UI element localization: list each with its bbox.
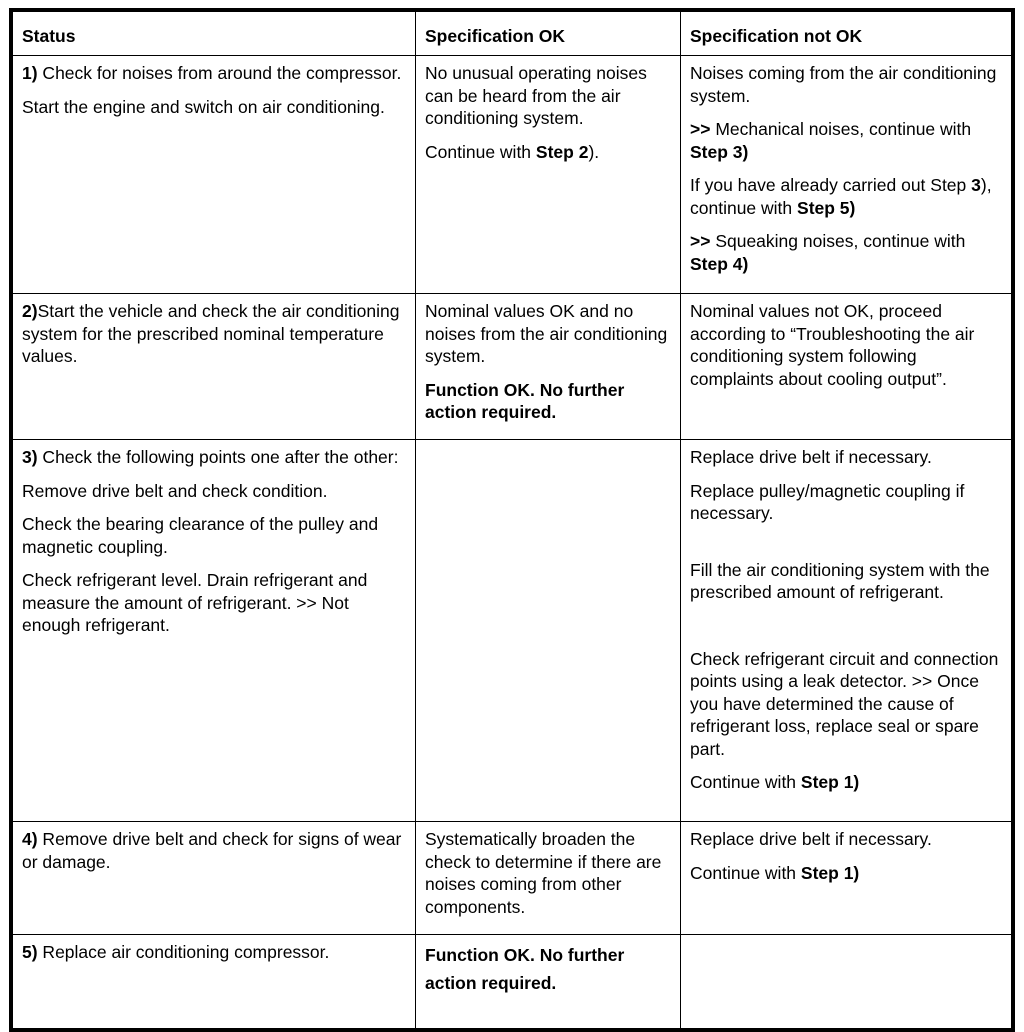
status-cell <box>13 822 416 935</box>
cell-paragraph: No unusual operating noises can be heard from the air conditioning system. <box>425 63 647 128</box>
cell-paragraph: 3) Check the following points one after the other: <box>22 447 399 467</box>
cell-paragraph: Replace drive belt if necessary. <box>690 829 932 849</box>
header-row <box>13 12 1012 56</box>
cell-paragraph: Check refrigerant circuit and connection points using a leak detector. >> Once you have determined the cause of refrigerant loss, replace seal or spare part. <box>690 648 999 759</box>
table-row <box>13 935 1012 1029</box>
cell-paragraph: >> Mechanical noises, continue with Step 3) <box>690 119 972 162</box>
cell-paragraph: Continue with Step 2). <box>425 141 600 162</box>
cell-paragraph: Replace drive belt if necessary. <box>690 447 932 467</box>
cell-paragraph: Replace pulley/magnetic coupling if necessary. <box>690 480 965 523</box>
table-row <box>13 822 1012 935</box>
spec-not-ok-cell <box>681 822 1012 935</box>
status-cell <box>13 56 416 294</box>
cell-paragraph: 5) Replace air conditioning compressor. <box>22 942 330 962</box>
cell-paragraph: Start the engine and switch on air conditioning. <box>22 96 385 117</box>
spec-ok-cell <box>416 822 681 935</box>
table-row <box>13 440 1012 822</box>
cell-paragraph: 1) Check for noises from around the compressor. <box>22 63 402 83</box>
header-spec-ok: Specification OK <box>416 12 681 56</box>
cell-paragraph: 4) Remove drive belt and check for signs of wear or damage. <box>22 829 402 872</box>
spec-not-ok-cell <box>681 440 1012 822</box>
cell-paragraph: Check refrigerant level. Drain refrigerant and measure the amount of refrigerant. >> Not enough refrigerant. <box>22 570 368 635</box>
cell-paragraph: Systematically broaden the check to determine if there are noises coming from other components. <box>425 829 662 917</box>
cell-paragraph: Noises coming from the air conditioning system. <box>690 63 997 106</box>
cell-paragraph: Check the bearing clearance of the pulley and magnetic coupling. <box>22 514 379 557</box>
cell-paragraph: >> Squeaking noises, continue with Step 4) <box>690 231 966 274</box>
header-status: Status <box>13 12 416 56</box>
spec-ok-cell <box>416 935 681 1029</box>
cell-paragraph: Nominal values OK and no noises from the air conditioning system. <box>425 301 668 366</box>
spec-ok-cell <box>416 56 681 294</box>
cell-paragraph: Continue with Step 1) <box>690 772 860 792</box>
spec-not-ok-cell <box>681 294 1012 440</box>
troubleshooting-table-frame <box>9 8 1015 1032</box>
table-row <box>13 56 1012 294</box>
cell-paragraph: Function OK. No further action required. <box>425 379 625 422</box>
cell-paragraph: Nominal values not OK, proceed according to “Troubleshooting the air conditioning system following complaints about cooling output”. <box>690 301 975 389</box>
spec-not-ok-cell <box>681 56 1012 294</box>
troubleshooting-table <box>12 11 1012 1029</box>
cell-paragraph: Continue with Step 1) <box>690 862 860 883</box>
cell-paragraph: 2)Start the vehicle and check the air conditioning system for the prescribed nominal temperature values. <box>22 301 400 366</box>
status-cell <box>13 294 416 440</box>
spec-not-ok-cell <box>681 935 1012 1029</box>
spec-ok-cell <box>416 440 681 822</box>
status-cell <box>13 440 416 822</box>
cell-paragraph: Function OK. No further action required. <box>425 945 625 993</box>
cell-paragraph: Remove drive belt and check condition. <box>22 480 328 501</box>
spec-ok-cell <box>416 294 681 440</box>
cell-paragraph: Fill the air conditioning system with the prescribed amount of refrigerant. <box>690 559 990 602</box>
cell-paragraph: If you have already carried out Step 3), continue with Step 5) <box>690 175 992 218</box>
header-spec-not-ok: Specification not OK <box>681 12 1012 56</box>
table-row <box>13 294 1012 440</box>
status-cell <box>13 935 416 1029</box>
